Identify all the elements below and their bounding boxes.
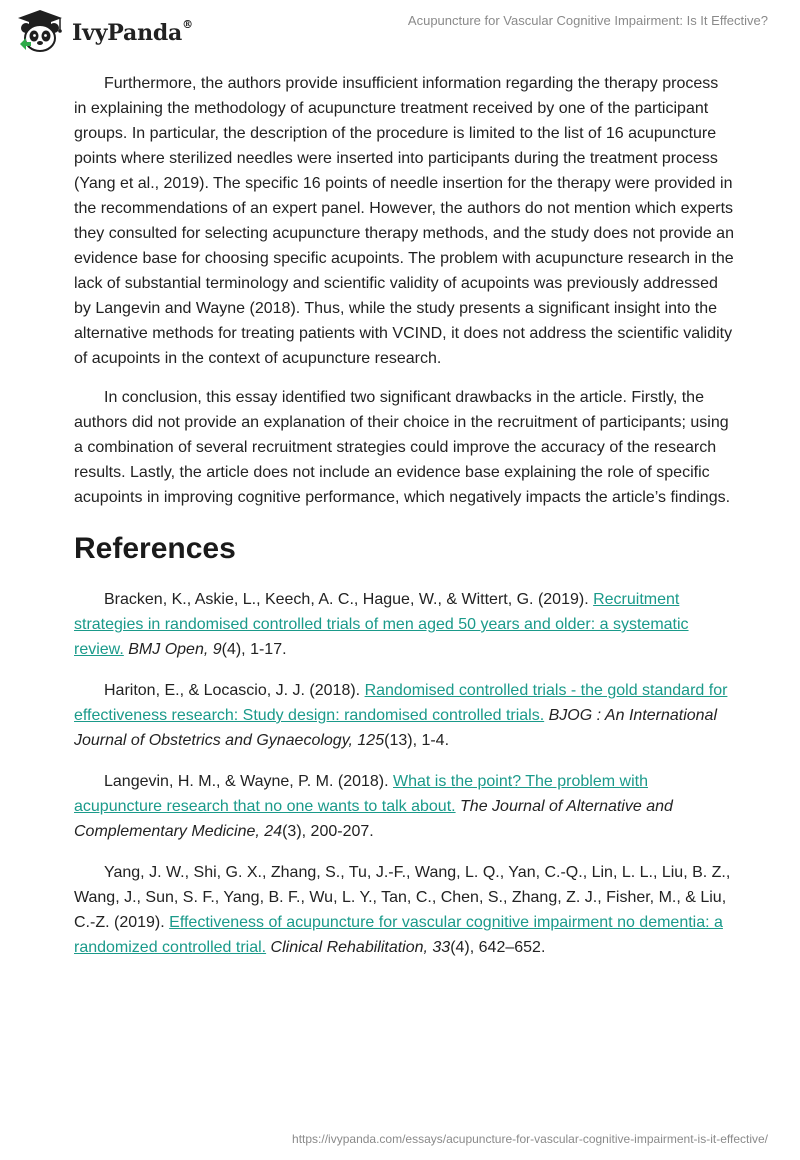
document-title: Acupuncture for Vascular Cognitive Impairment: Is It Effective? xyxy=(407,13,768,28)
reference-issue: (4), 642–652. xyxy=(450,939,546,956)
page-header xyxy=(0,0,800,64)
ivypanda-logo[interactable] xyxy=(14,8,193,54)
essay-content xyxy=(74,71,734,976)
reference-issue: (4), 1-17. xyxy=(221,641,287,658)
reference-authors: Langevin, H. M., & Wayne, P. M. (2018). xyxy=(104,773,394,790)
reference-link[interactable]: Effectiveness of acupuncture for vascular cognitive impairment no dementia: a randomized controlled trial. xyxy=(74,914,723,956)
reference-link[interactable]: What is the point? The problem with acupuncture research that no one wants to talk about. xyxy=(74,773,648,815)
reference-journal: The Journal of Alternative and Complementary Medicine, 24 xyxy=(74,798,673,840)
body-paragraph: In conclusion, this essay identified two significant drawbacks in the article. Firstly, the authors did not provide an explanation of their choice in the recruitment of participants; using a combination of several recruitment strategies could improve the accuracy of the research results. Lastly, the article does not include an evidence base explaining the role of specific acupoints in improving cognitive performance, which negatively impacts the article’s findings. xyxy=(74,389,731,506)
reference-link[interactable]: Recruitment strategies in randomised controlled trials of men aged 50 years and older: a systematic review. xyxy=(74,591,689,658)
reference-authors: Bracken, K., Askie, L., Keech, A. C., Hague, W., & Wittert, G. (2019). xyxy=(104,591,594,608)
reference-issue: (13), 1-4. xyxy=(384,732,450,749)
reference-item xyxy=(74,678,734,753)
source-url[interactable]: https://ivypanda.com/essays/acupuncture-for-vascular-cognitive-impairment-is-it-effective/ xyxy=(292,1132,768,1146)
reference-item xyxy=(74,860,734,960)
reference-authors: Hariton, E., & Locascio, J. J. (2018). xyxy=(104,682,365,699)
body-paragraph: Furthermore, the authors provide insufficient information regarding the therapy process in explaining the methodology of acupuncture treatment received by one of the participant groups. In particular, the description of the procedure is limited to the list of 16 acupuncture points where sterilized needles were inserted into participants during the treatment process (Yang et al., 2019). The specific 16 points of needle insertion for the therapy were provided in the recommendations of an expert panel. However, the authors do not mention which experts they consulted for selecting acupuncture therapy methods, and the study does not provide an evidence base for choosing specific acupoints. The problem with acupuncture research in the lack of substantial terminology and scientific validity of acupoints was previously addressed by Langevin and Wayne (2018). Thus, while the study presents a significant insight into the alternative methods for treating patients with VCIND, it does not address the scientific validity of acupoints in the context of acupuncture research. xyxy=(74,75,734,367)
brand-name: IvyPanda® xyxy=(72,18,193,46)
reference-authors: Yang, J. W., Shi, G. X., Zhang, S., Tu, J.-F., Wang, L. Q., Yan, C.-Q., Lin, L. L., Liu, B. Z., Wang, J., Sun, S. F., Yang, B. F., Wu, L. Y., Tan, C., Chen, S., Zhang, Z. J., Fisher, M., & Liu, C.-Z. (2019). xyxy=(74,864,731,931)
reference-item xyxy=(74,769,734,844)
references-heading: References xyxy=(74,532,236,565)
reference-journal: BMJ Open, 9 xyxy=(128,641,222,658)
reference-journal: Clinical Rehabilitation, 33 xyxy=(270,939,451,956)
reference-issue: (3), 200-207. xyxy=(282,823,374,840)
reference-link[interactable]: Randomised controlled trials - the gold standard for effectiveness research: Study design: randomised controlled trials. xyxy=(74,682,728,724)
reference-journal: BJOG : An International Journal of Obstetrics and Gynaecology, 125 xyxy=(74,707,718,749)
reference-item xyxy=(74,587,734,662)
panda-logo-icon xyxy=(14,8,66,54)
